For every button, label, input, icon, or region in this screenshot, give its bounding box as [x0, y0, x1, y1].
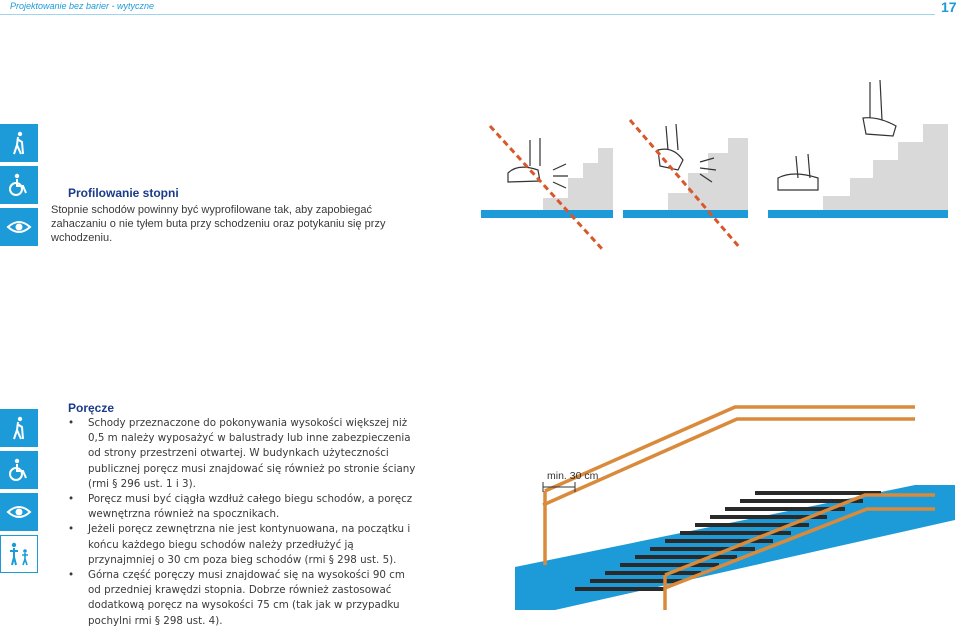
header-divider — [0, 14, 935, 15]
icon-rail-1 — [0, 124, 38, 250]
icon-rail-2 — [0, 409, 38, 577]
walking-cane-icon — [0, 409, 38, 447]
walking-cane-icon — [0, 124, 38, 162]
list-item: • Górna część poręczy musi znajdować się na wysokości 90 cm od przedniej krawędzi stopnia. Dobrze również zastosować dodatkową poręcz na wysokości 75 cm (tak jak w przypadku pochylni rmi § 298 ust. 4). — [68, 568, 416, 629]
handrail-figure — [515, 395, 955, 614]
stair-profile-figure — [478, 78, 960, 278]
wheelchair-icon — [0, 451, 38, 489]
handrail-bullet-list — [68, 416, 416, 629]
page-number: 17 — [941, 0, 957, 15]
page-header — [0, 0, 960, 14]
header-title: Projektowanie bez barier - wytyczne — [10, 1, 155, 11]
list-item: • Schody przeznaczone do pokonywania wysokości większej niż 0,5 m należy wyposażyć w balustrady lub inne zabezpieczenia od strony przestrzeni otwartej. W budynkach użyteczności publicznej poręcz musi znajdować się również po stronie ściany (rmi § 296 ust. 1 i 3). — [68, 416, 416, 492]
family-icon — [0, 535, 38, 573]
wheelchair-icon — [0, 166, 38, 204]
eye-icon — [0, 208, 38, 246]
stair-panel-incorrect-2 — [623, 124, 748, 218]
section-title-handrails: Poręcze — [68, 401, 115, 415]
eye-icon — [0, 493, 38, 531]
section-body-profiling: Stopnie schodów powinny być wyprofilowane tak, aby zapobiegać zahaczaniu o nie tyłem buta przy schodzeniu oraz potykaniu się przy wchodzeniu. — [51, 204, 386, 244]
stair-panel-incorrect-1 — [481, 138, 613, 218]
list-item: • Poręcz musi być ciągła wzdłuż całego biegu schodów, a poręcz wewnętrzna również na spocznikach. — [68, 492, 416, 522]
list-item: • Jeżeli poręcz zewnętrzna nie jest kontynuowana, na początku i końcu każdego biegu schodów należy przedłużyć ją przynajmniej o 30 cm poza bieg schodów (rmi § 298 ust. 5). — [68, 522, 416, 568]
stair-panel-correct — [768, 80, 948, 218]
section-title-profiling: Profilowanie stopni — [68, 186, 179, 200]
dimension-label: min. 30 cm — [547, 470, 599, 482]
